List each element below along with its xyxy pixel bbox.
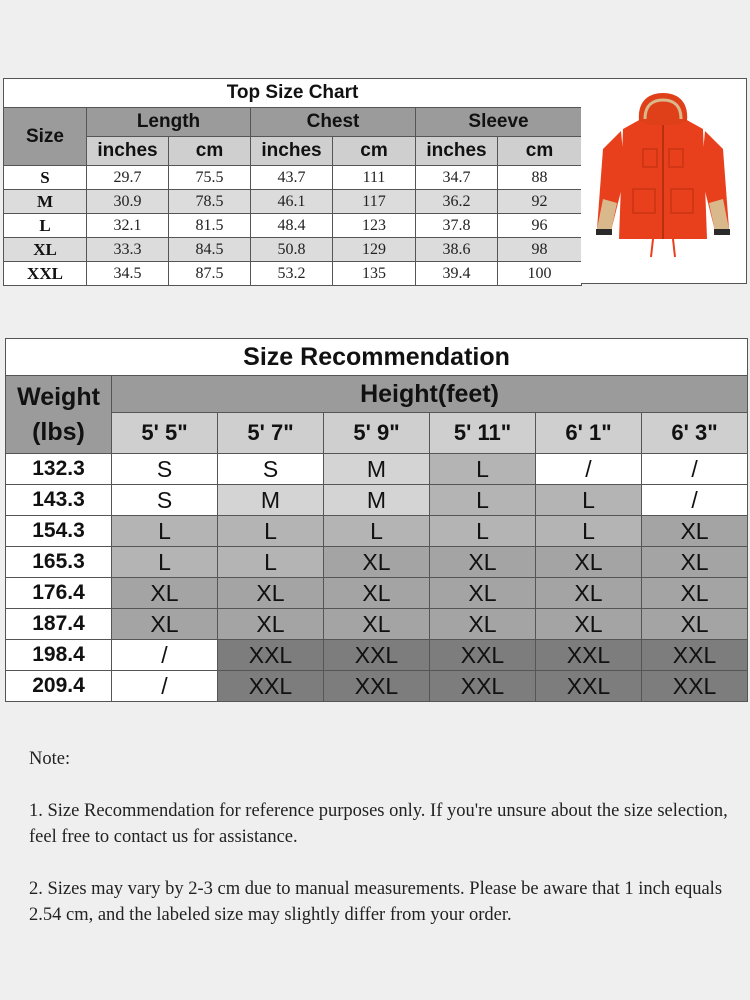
size-cell: L <box>324 516 430 547</box>
recommendation-title: Size Recommendation <box>6 339 748 376</box>
size-cell: XXL <box>642 640 748 671</box>
size-cell: XL <box>430 547 536 578</box>
weight-label: 198.4 <box>6 640 112 671</box>
size-cell: L <box>536 485 642 516</box>
table-cell: 38.6 <box>416 238 498 262</box>
chest-header: Chest <box>251 108 416 137</box>
table-row <box>6 454 748 485</box>
size-label: XXL <box>4 262 87 286</box>
size-header: Size <box>4 108 87 166</box>
table-row <box>6 578 748 609</box>
table-row <box>6 547 748 578</box>
height-label: 5' 7" <box>218 413 324 454</box>
table-row <box>4 214 582 238</box>
size-cell: L <box>112 547 218 578</box>
table-cell: 30.9 <box>87 190 169 214</box>
size-cell: XL <box>430 578 536 609</box>
product-image <box>581 78 747 284</box>
size-cell: L <box>430 516 536 547</box>
table-cell: 43.7 <box>251 166 333 190</box>
table-cell: 37.8 <box>416 214 498 238</box>
weight-label: 154.3 <box>6 516 112 547</box>
size-cell: L <box>112 516 218 547</box>
weight-header-line2: (lbs) <box>32 417 85 446</box>
size-cell: XXL <box>324 640 430 671</box>
height-label: 5' 9" <box>324 413 430 454</box>
table-cell: 111 <box>333 166 416 190</box>
size-cell: XXL <box>536 671 642 702</box>
size-cell: / <box>112 640 218 671</box>
size-cell: XXL <box>536 640 642 671</box>
size-cell: L <box>218 516 324 547</box>
size-cell: / <box>642 454 748 485</box>
table-cell: 39.4 <box>416 262 498 286</box>
size-cell: XL <box>324 609 430 640</box>
weight-header <box>6 376 112 454</box>
size-cell: XXL <box>218 640 324 671</box>
table-cell: 98 <box>498 238 582 262</box>
size-cell: S <box>218 454 324 485</box>
table-cell: 34.7 <box>416 166 498 190</box>
table-row <box>6 640 748 671</box>
table-cell: 32.1 <box>87 214 169 238</box>
size-cell: XXL <box>324 671 430 702</box>
unit-header: inches <box>87 137 169 166</box>
size-recommendation-table <box>5 338 748 702</box>
table-cell: 36.2 <box>416 190 498 214</box>
unit-header: cm <box>333 137 416 166</box>
weight-label: 132.3 <box>6 454 112 485</box>
table-cell: 46.1 <box>251 190 333 214</box>
table-row <box>4 190 582 214</box>
table-cell: 81.5 <box>169 214 251 238</box>
unit-header: cm <box>169 137 251 166</box>
size-cell: XL <box>218 609 324 640</box>
table-row <box>4 238 582 262</box>
size-cell: XXL <box>430 640 536 671</box>
weight-label: 165.3 <box>6 547 112 578</box>
size-cell: L <box>536 516 642 547</box>
height-label: 6' 3" <box>642 413 748 454</box>
size-cell: L <box>430 485 536 516</box>
size-cell: XL <box>112 609 218 640</box>
size-cell: L <box>430 454 536 485</box>
sleeve-header: Sleeve <box>416 108 582 137</box>
weight-label: 143.3 <box>6 485 112 516</box>
size-cell: M <box>324 454 430 485</box>
size-label: XL <box>4 238 87 262</box>
length-header: Length <box>87 108 251 137</box>
size-cell: L <box>218 547 324 578</box>
size-cell: XL <box>642 547 748 578</box>
size-cell: S <box>112 454 218 485</box>
height-header: Height(feet) <box>112 376 748 413</box>
size-cell: XL <box>324 547 430 578</box>
size-cell: XL <box>112 578 218 609</box>
table-cell: 129 <box>333 238 416 262</box>
height-label: 6' 1" <box>536 413 642 454</box>
table-row <box>6 671 748 702</box>
table-cell: 88 <box>498 166 582 190</box>
height-label: 5' 5" <box>112 413 218 454</box>
size-cell: M <box>218 485 324 516</box>
unit-header: cm <box>498 137 582 166</box>
weight-label: 176.4 <box>6 578 112 609</box>
size-label: S <box>4 166 87 190</box>
size-label: L <box>4 214 87 238</box>
table-cell: 75.5 <box>169 166 251 190</box>
table-row <box>6 485 748 516</box>
table-cell: 33.3 <box>87 238 169 262</box>
weight-label: 187.4 <box>6 609 112 640</box>
size-cell: XL <box>642 516 748 547</box>
size-cell: XL <box>642 578 748 609</box>
size-label: M <box>4 190 87 214</box>
size-cell: / <box>642 485 748 516</box>
size-cell: XL <box>536 578 642 609</box>
table-cell: 78.5 <box>169 190 251 214</box>
table-cell: 92 <box>498 190 582 214</box>
top-chart-title: Top Size Chart <box>4 79 582 108</box>
size-cell: XL <box>430 609 536 640</box>
size-cell: XL <box>536 547 642 578</box>
table-cell: 53.2 <box>251 262 333 286</box>
size-cell: S <box>112 485 218 516</box>
orange-hooded-jacket-icon <box>581 79 745 283</box>
height-label: 5' 11" <box>430 413 536 454</box>
table-cell: 34.5 <box>87 262 169 286</box>
weight-label: 209.4 <box>6 671 112 702</box>
table-cell: 123 <box>333 214 416 238</box>
table-row <box>6 516 748 547</box>
notes-section <box>29 746 729 928</box>
table-cell: 100 <box>498 262 582 286</box>
unit-header: inches <box>416 137 498 166</box>
notes-title: Note: <box>29 749 71 769</box>
table-cell: 84.5 <box>169 238 251 262</box>
table-cell: 117 <box>333 190 416 214</box>
size-cell: XXL <box>430 671 536 702</box>
table-cell: 96 <box>498 214 582 238</box>
size-cell: XL <box>642 609 748 640</box>
table-row <box>4 262 582 286</box>
size-cell: / <box>112 671 218 702</box>
size-cell: XL <box>536 609 642 640</box>
table-cell: 50.8 <box>251 238 333 262</box>
size-cell: XXL <box>642 671 748 702</box>
size-cell: / <box>536 454 642 485</box>
table-cell: 87.5 <box>169 262 251 286</box>
unit-header: inches <box>251 137 333 166</box>
note-item: 2. Sizes may vary by 2-3 cm due to manual measurements. Please be aware that 1 inch equals 2.54 cm, and the labeled size may slightly differ from your order. <box>29 879 723 925</box>
note-item: 1. Size Recommendation for reference purposes only. If you're unsure about the size selection, feel free to contact us for assistance. <box>29 801 728 847</box>
top-size-chart <box>3 78 582 286</box>
weight-header-line1: Weight <box>17 382 100 411</box>
table-row <box>4 166 582 190</box>
size-cell: M <box>324 485 430 516</box>
height-row <box>6 413 748 454</box>
table-cell: 48.4 <box>251 214 333 238</box>
table-cell: 135 <box>333 262 416 286</box>
table-row <box>6 609 748 640</box>
size-cell: XL <box>324 578 430 609</box>
table-cell: 29.7 <box>87 166 169 190</box>
size-cell: XL <box>218 578 324 609</box>
size-cell: XXL <box>218 671 324 702</box>
